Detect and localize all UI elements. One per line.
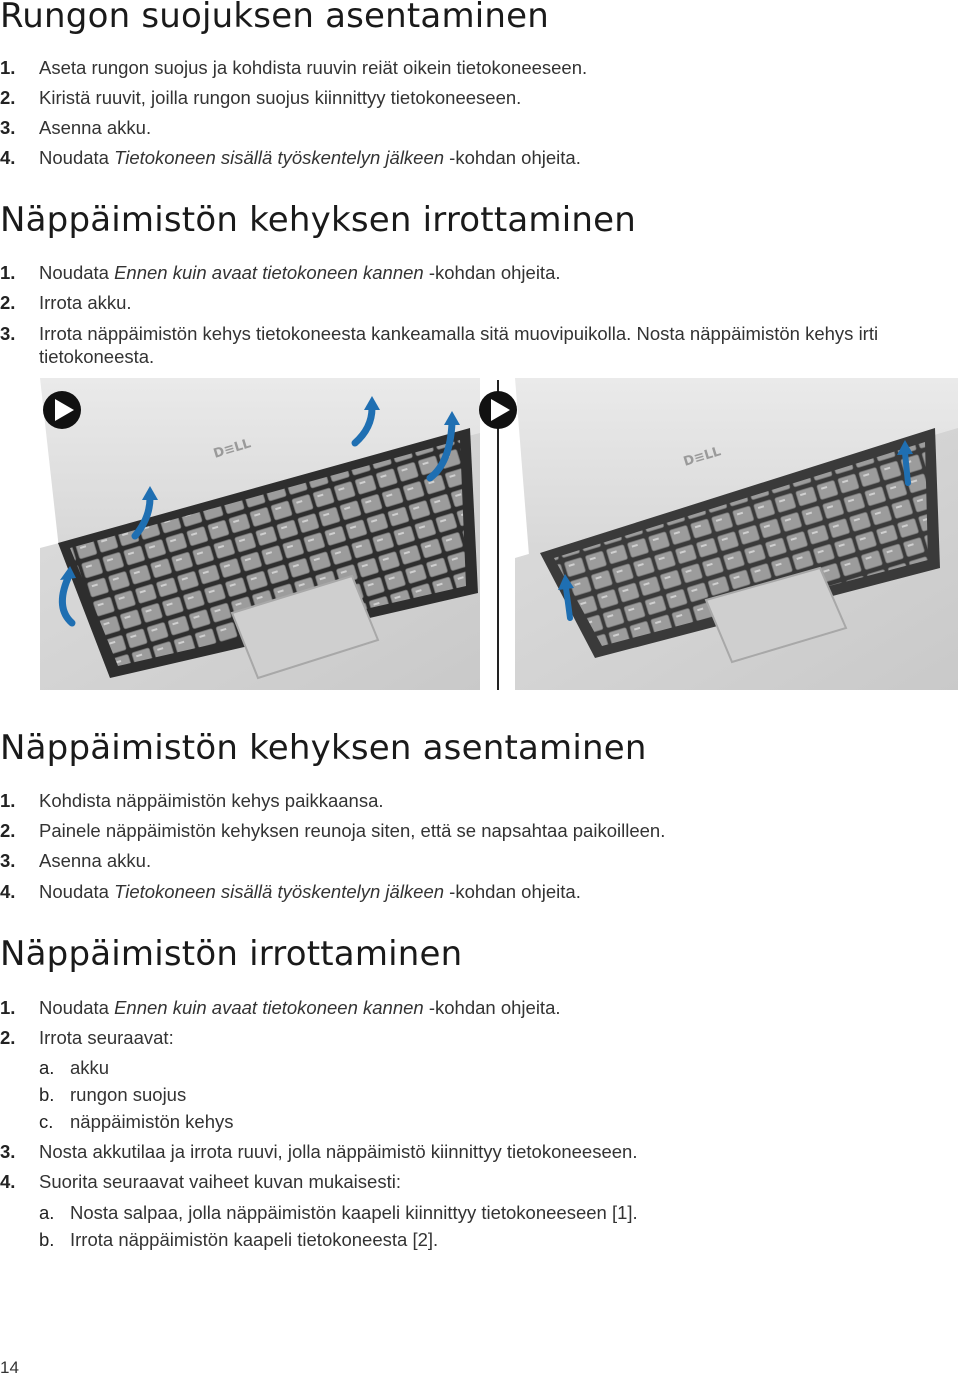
step-text: Aseta rungon suojus ja kohdista ruuvin reiät oikein tietokoneeseen.	[39, 57, 588, 78]
heading-nappaimiston-kehyksen-asentaminen: Näppäimistön kehyksen asentaminen	[0, 728, 647, 768]
step-number: 4.	[0, 147, 16, 168]
sub-step-letter: b.	[39, 1229, 55, 1250]
brand-logo: D≡LL	[211, 436, 253, 462]
keyboard-frame-removal-illustration	[0, 378, 960, 690]
step-number: 1.	[0, 997, 16, 1018]
reference-title: Tietokoneen sisällä työskentelyn jälkeen	[114, 147, 445, 168]
sub-step-letter: a.	[39, 1202, 55, 1223]
step-number: 3.	[0, 850, 16, 871]
page-number: 14	[0, 1358, 19, 1377]
sub-step-text: akku	[70, 1057, 110, 1078]
sub-step-text: Irrota näppäimistön kaapeli tietokoneesta [2].	[70, 1229, 439, 1250]
step-text: Irrota akku.	[39, 292, 132, 313]
reference-title: Tietokoneen sisällä työskentelyn jälkeen	[114, 881, 445, 902]
step-number: 1.	[0, 262, 16, 283]
step-number: 3.	[0, 117, 16, 138]
step-text: Suorita seuraavat vaiheet kuvan mukaisesti:	[39, 1171, 401, 1192]
heading-rungon-suojuksen-asentaminen: Rungon suojuksen asentaminen	[0, 0, 550, 36]
step-number: 2.	[0, 87, 16, 108]
play-icon	[479, 391, 517, 429]
right-laptop	[479, 378, 958, 690]
sub-step-text: näppäimistön kehys	[70, 1111, 234, 1132]
reference-title: Ennen kuin avaat tietokoneen kannen	[114, 262, 424, 283]
sub-step-text: Nosta salpaa, jolla näppäimistön kaapeli kiinnittyy tietokoneeseen [1].	[70, 1202, 638, 1223]
step-text: Painele näppäimistön kehyksen reunoja siten, että se napsahtaa paikoilleen.	[39, 820, 666, 841]
brand-logo: D≡LL	[681, 444, 723, 470]
step-text: Irrota näppäimistön kehys tietokoneesta kankeamalla sitä muovipuikolla. Nosta näppäimistön kehys irti tietokoneesta.	[39, 323, 879, 367]
step-number: 2.	[0, 292, 16, 313]
step-number: 3.	[0, 323, 16, 344]
step-number: 1.	[0, 790, 16, 811]
heading-nappaimiston-kehyksen-irrottaminen: Näppäimistön kehyksen irrottaminen	[0, 200, 636, 240]
step-text: Noudata Ennen kuin avaat tietokoneen kannen -kohdan ohjeita.	[39, 262, 561, 283]
play-icon	[43, 391, 81, 429]
sub-step-letter: b.	[39, 1084, 55, 1105]
left-laptop	[40, 378, 480, 690]
step-number: 4.	[0, 881, 16, 902]
step-number: 3.	[0, 1141, 16, 1162]
step-text: Asenna akku.	[39, 850, 152, 871]
reference-title: Ennen kuin avaat tietokoneen kannen	[114, 997, 424, 1018]
step-number: 2.	[0, 820, 16, 841]
step-number: 1.	[0, 57, 16, 78]
step-text: Nosta akkutilaa ja irrota ruuvi, jolla näppäimistö kiinnittyy tietokoneeseen.	[39, 1141, 638, 1162]
step-number: 4.	[0, 1171, 16, 1192]
step-text: Kohdista näppäimistön kehys paikkaansa.	[39, 790, 384, 811]
step-text: Noudata Tietokoneen sisällä työskentelyn jälkeen -kohdan ohjeita.	[39, 147, 581, 168]
step-number: 2.	[0, 1027, 16, 1048]
step-text: Asenna akku.	[39, 117, 152, 138]
step-text: Kiristä ruuvit, joilla rungon suojus kiinnittyy tietokoneeseen.	[39, 87, 522, 108]
step-text: Irrota seuraavat:	[39, 1027, 174, 1048]
sub-step-letter: c.	[39, 1111, 54, 1132]
sub-step-text: rungon suojus	[70, 1084, 187, 1105]
step-text: Noudata Ennen kuin avaat tietokoneen kannen -kohdan ohjeita.	[39, 997, 561, 1018]
heading-nappaimiston-irrottaminen: Näppäimistön irrottaminen	[0, 934, 463, 974]
sub-step-letter: a.	[39, 1057, 55, 1078]
step-text: Noudata Tietokoneen sisällä työskentelyn jälkeen -kohdan ohjeita.	[39, 881, 581, 902]
